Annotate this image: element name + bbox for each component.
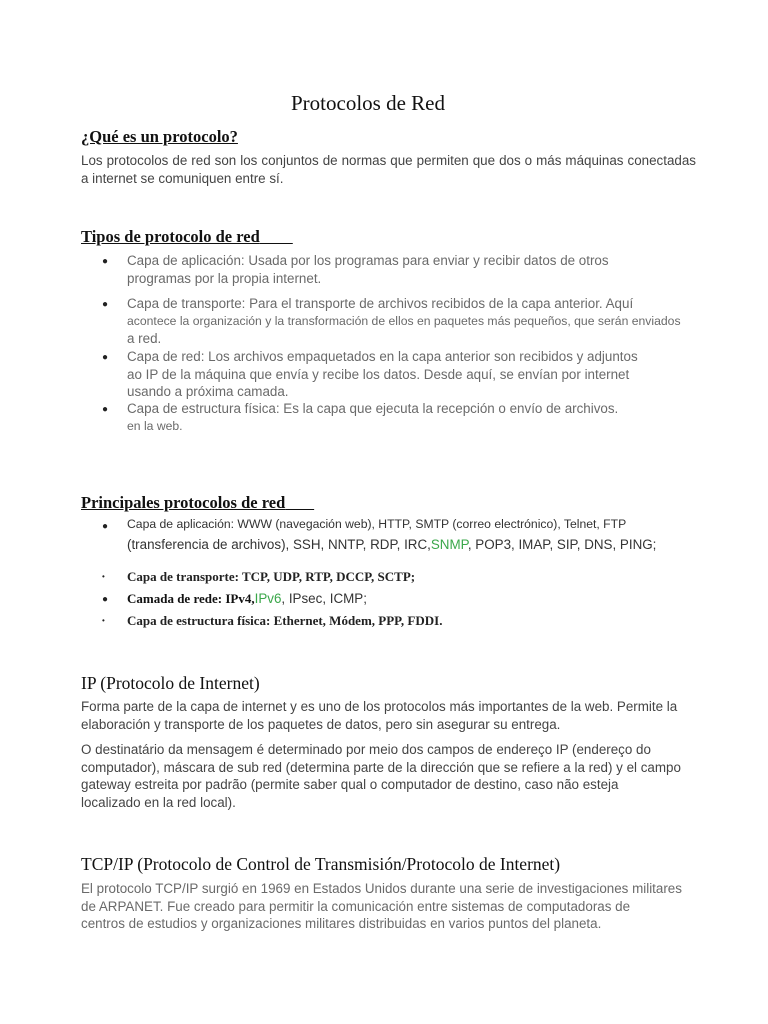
bullet-icon: ●: [102, 299, 109, 310]
list-item: Capa de red: Los archivos empaquetados en la capa anterior son recibidos y adjuntos ao IP de la máquina que envía y recibe los datos. Desde aquí, se envían por internet usando a próxima camada.: [127, 349, 638, 399]
section-heading-principales: Principales protocolos de red: [81, 493, 286, 512]
bullet-icon: ●: [102, 404, 109, 415]
section-heading-tcpip: TCP/IP (Protocolo de Control de Transmisión/Protocolo de Internet): [81, 854, 561, 874]
bullet-icon: •: [102, 616, 105, 625]
bullet-icon: ●: [102, 521, 109, 532]
section-heading-ip: IP (Protocolo de Internet): [81, 673, 260, 693]
list-item: Capa de transporte: Para el transporte de archivos recibidos de la capa anterior. Aquí acontece la organización y la transformación de ellos en paquetes más pequeños, que serán enviados a red.: [127, 296, 681, 346]
bullet-icon: •: [102, 572, 105, 581]
list-item: Capa de aplicación: WWW (navegación web), HTTP, SMTP (correo electrónico), Telnet, FTP (transferencia de archivos), SSH, NNTP, RDP, IRC,SNMP, POP3, IMAP, SIP, DNS, PING;: [127, 517, 657, 552]
section-paragraph-tcpip: El protocolo TCP/IP surgió en 1969 en Estados Unidos durante una serie de investigaciones militares de ARPANET. Fue creado para permitir la comunicación entre sistemas de computadoras de centros de estudios y organizaciones militares distribuidas en varios puntos del planeta.: [81, 881, 682, 931]
section-heading-tipos: Tipos de protocolo de red: [81, 227, 260, 246]
section-paragraph-ip-1: Forma parte de la capa de internet y es uno de los protocolos más importantes de la web. Permite la elaboración y transporte de los paquetes de datos, pero sin asegurar su entrega.: [81, 699, 678, 732]
list-item: Capa de estructura física: Ethernet, Módem, PPP, FDDI.: [127, 613, 443, 628]
list-item: Capa de aplicación: Usada por los programas para enviar y recibir datos de otros programas por la propia internet.: [127, 253, 609, 286]
section-heading-que-es: ¿Qué es un protocolo?: [81, 127, 238, 146]
section-paragraph-ip-2: O destinatário da mensagem é determinado por meio dos campos de endereço IP (endereço do computador), máscara de sub red (determina parte de la dirección que se refiere a la red) y el campo gateway estreita por padrão (permite saber qual o computador de destino, caso não esteja localizado en la red local).: [81, 742, 681, 810]
list-item: Camada de rede: IPv4,IPv6, IPsec, ICMP;: [127, 591, 367, 606]
list-item: Capa de estructura física: Es la capa que ejecuta la recepción o envío de archivos. en la web.: [127, 401, 619, 433]
section-paragraph-que-es: Los protocolos de red son los conjuntos de normas que permiten que dos o más máquinas conectadas a internet se comuniquen entre sí.: [81, 153, 696, 186]
list-item: Capa de transporte: TCP, UDP, RTP, DCCP, SCTP;: [127, 569, 416, 584]
bullet-icon: ●: [102, 594, 109, 605]
bullet-icon: ●: [102, 352, 109, 363]
page-title: Protocolos de Red: [291, 91, 445, 115]
bullet-icon: ●: [102, 256, 109, 267]
